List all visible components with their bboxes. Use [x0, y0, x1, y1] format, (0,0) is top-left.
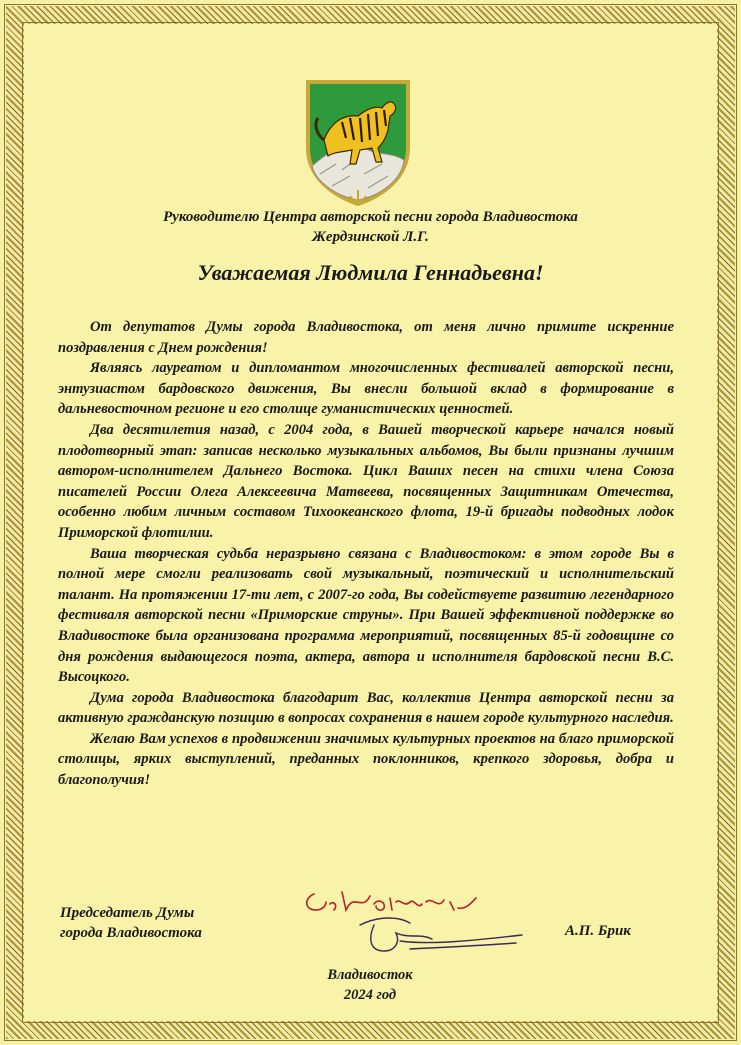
city: Владивосток [327, 967, 413, 983]
signatory-position [60, 903, 202, 943]
paragraph: Два десятилетия назад, с 2004 года, в Вашей творческой карьере начался новый плодотворный этап: записав несколько музыкальных альбомов, Вы были признаны лучшим автором-исполнителем Дальнего Востока. Цикл Ваших песен на стихи члена Союза писателей России Олега Алексеевича Матвеева, посвященных Защитникам Отечества, особенно любим личным составом Тихоокеанского флота, 19-й бригады подводных лодок Приморской флотилии. [58, 421, 674, 541]
addressee-line1: Руководителю Центра авторской песни города Владивостока [163, 209, 578, 225]
place-and-year [270, 965, 470, 1005]
handwritten-signature [340, 905, 530, 965]
paragraph: Желаю Вам успехов в продвижении значимых культурных проектов на благо приморской столицы, ярких выступлений, преданных поклонников, крепкого здоровья, добра и благополучия! [58, 730, 674, 789]
paragraph: От депутатов Думы города Владивостока, от меня лично примите искренние поздравления с Днем рождения! [58, 319, 674, 356]
letter-body [58, 317, 674, 791]
paragraph: Ваша творческая судьба неразрывно связана с Владивостоком: в этом городе Вы в полной мере смогли реализовать свой музыкальный, поэтический и исполнительский талант. На протяжении 17-ти лет, с 2007-го года, Вы содействуете развитию легендарного фестиваля авторской песни «Приморские струны». При Вашей эффективной поддержке во Владивостоке была организована программа мероприятий, посвященных 85-й годовщине со дня рождения выдающегося поэта, актера, автора и исполнителя бардовской песни В.С. Высоцкого. [58, 545, 674, 686]
addressee [60, 207, 681, 247]
paragraph: Являясь лауреатом и дипломантом многочисленных фестивалей авторской песни, энтузиастом бардовского движения, Вы внесли большой вклад в формирование в дальневосточном регионе и его столице гуманистических ценностей. [58, 360, 674, 418]
position-line1: Председатель Думы [60, 905, 195, 921]
year: 2024 год [343, 987, 397, 1003]
paragraph: Дума города Владивостока благодарит Вас, коллектив Центра авторской песни за активную гражданскую позицию в вопросах сохранения в нашем городе культурного наследия. [58, 689, 674, 727]
signatory-name: А.П. Брик [565, 923, 631, 939]
greeting-title: Уважаемая Людмила Геннадьевна! [197, 260, 544, 285]
vladivostok-coat-of-arms-icon [302, 78, 414, 208]
addressee-line2: Жердзинской Л.Г. [312, 229, 429, 245]
position-line2: города Владивостока [60, 925, 202, 941]
